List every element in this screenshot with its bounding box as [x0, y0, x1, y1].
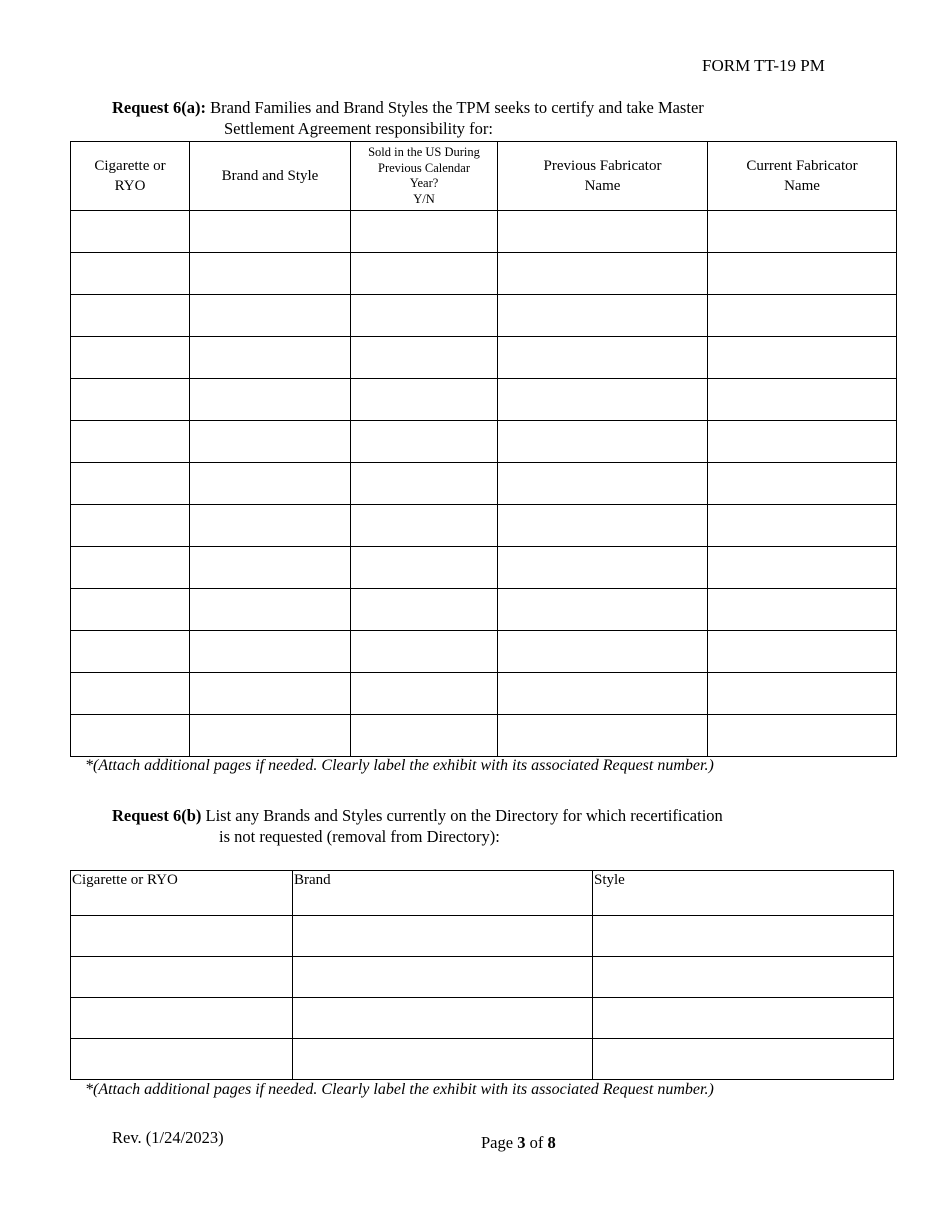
table-cell[interactable]	[351, 379, 498, 421]
table-row	[71, 253, 897, 295]
table-row	[71, 715, 897, 757]
request-6b-text-line1: List any Brands and Styles currently on the Directory for which recertification	[201, 806, 723, 825]
table-cell[interactable]	[190, 337, 351, 379]
col-label-line: Previous Calendar	[378, 160, 470, 175]
table-cell[interactable]	[190, 505, 351, 547]
request-6a-heading	[112, 97, 872, 139]
table-cell[interactable]	[498, 211, 708, 253]
table-cell[interactable]	[71, 957, 293, 998]
page-total: 8	[547, 1133, 556, 1152]
col-cigarette-or-ryo: Cigarette or RYO	[71, 871, 293, 916]
table-cell[interactable]	[71, 547, 190, 589]
col-current-fabricator	[708, 142, 897, 211]
table-cell[interactable]	[351, 589, 498, 631]
table-row	[71, 998, 894, 1039]
form-id: FORM TT-19 PM	[702, 56, 825, 75]
table-cell[interactable]	[71, 253, 190, 295]
col-label-line: Previous Fabricator	[543, 158, 662, 174]
table-cell[interactable]	[71, 998, 293, 1039]
table-row	[71, 337, 897, 379]
table-cell[interactable]	[593, 916, 894, 957]
request-6b-note: *(Attach additional pages if needed. Clearly label the exhibit with its associated Request number.)	[85, 1081, 714, 1098]
table-cell[interactable]	[498, 253, 708, 295]
table-row	[71, 673, 897, 715]
col-label-line: Current Fabricator	[746, 158, 858, 174]
table-cell[interactable]	[190, 379, 351, 421]
table-cell[interactable]	[351, 673, 498, 715]
col-previous-fabricator	[498, 142, 708, 211]
table-cell[interactable]	[498, 337, 708, 379]
table-row	[71, 1039, 894, 1080]
table-cell[interactable]	[293, 998, 593, 1039]
table-cell[interactable]	[708, 421, 897, 463]
table-cell[interactable]	[71, 589, 190, 631]
table-cell[interactable]	[708, 253, 897, 295]
table-cell[interactable]	[498, 463, 708, 505]
table-cell[interactable]	[351, 505, 498, 547]
table-cell[interactable]	[708, 505, 897, 547]
table-row	[71, 463, 897, 505]
table-cell[interactable]	[71, 715, 190, 757]
table-row	[71, 631, 897, 673]
table-cell[interactable]	[190, 253, 351, 295]
table-cell[interactable]	[498, 379, 708, 421]
col-label-line: Brand and Style	[221, 168, 319, 184]
col-brand: Brand	[293, 871, 593, 916]
table-cell[interactable]	[293, 957, 593, 998]
page-prefix: Page	[481, 1133, 518, 1152]
table-header-row	[71, 142, 897, 211]
table-row	[71, 379, 897, 421]
table-cell[interactable]	[708, 547, 897, 589]
table-cell[interactable]	[351, 715, 498, 757]
table-row	[71, 957, 894, 998]
table-cell[interactable]	[293, 1039, 593, 1080]
table-cell[interactable]	[708, 715, 897, 757]
col-label-line: Name	[584, 178, 621, 194]
table-cell[interactable]	[498, 295, 708, 337]
request-6a-table	[70, 141, 897, 757]
table-row	[71, 505, 897, 547]
revision-date: Rev. (1/24/2023)	[112, 1128, 224, 1147]
page-current: 3	[517, 1133, 526, 1152]
table-cell[interactable]	[71, 379, 190, 421]
table-cell[interactable]	[498, 505, 708, 547]
table-cell[interactable]	[351, 295, 498, 337]
table-row	[71, 916, 894, 957]
table-cell[interactable]	[708, 379, 897, 421]
request-6b-label: Request 6(b)	[112, 806, 202, 825]
page-middle: of	[525, 1133, 548, 1152]
table-cell[interactable]	[498, 631, 708, 673]
table-cell[interactable]	[71, 916, 293, 957]
table-cell[interactable]	[708, 631, 897, 673]
col-label-line: Sold in the US During	[368, 145, 480, 159]
col-label-line: RYO	[114, 178, 146, 194]
col-label-line: Cigarette or	[94, 158, 166, 174]
table-cell[interactable]	[351, 337, 498, 379]
table-row	[71, 295, 897, 337]
col-label-line: Y/N	[413, 191, 435, 206]
table-cell[interactable]	[190, 211, 351, 253]
request-6a-text-line1: Brand Families and Brand Styles the TPM seeks to certify and take Master	[205, 98, 704, 117]
table-cell[interactable]	[351, 547, 498, 589]
table-cell[interactable]	[351, 253, 498, 295]
table-cell[interactable]	[71, 463, 190, 505]
table-cell[interactable]	[190, 715, 351, 757]
table-cell[interactable]	[708, 589, 897, 631]
table-cell[interactable]	[498, 715, 708, 757]
table-cell[interactable]	[190, 547, 351, 589]
table-cell[interactable]	[71, 421, 190, 463]
table-cell[interactable]	[593, 998, 894, 1039]
table-cell[interactable]	[71, 1039, 293, 1080]
col-style: Style	[593, 871, 894, 916]
table-cell[interactable]	[351, 463, 498, 505]
table-cell[interactable]	[71, 295, 190, 337]
table-cell[interactable]	[498, 673, 708, 715]
table-cell[interactable]	[351, 421, 498, 463]
table-cell[interactable]	[190, 421, 351, 463]
request-6b-text-line2: is not requested (removal from Directory):	[219, 827, 500, 846]
table-cell[interactable]	[708, 337, 897, 379]
table-cell[interactable]	[708, 211, 897, 253]
table-cell[interactable]	[708, 295, 897, 337]
table-cell[interactable]	[190, 589, 351, 631]
table-cell[interactable]	[293, 916, 593, 957]
table-header-row	[71, 871, 894, 916]
table-cell[interactable]	[71, 337, 190, 379]
request-6a-label: Request 6(a):	[112, 98, 206, 117]
page-number	[481, 1133, 556, 1153]
request-6b-heading	[112, 805, 872, 847]
table-cell[interactable]	[708, 673, 897, 715]
col-brand-and-style	[190, 142, 351, 211]
table-cell[interactable]	[71, 673, 190, 715]
table-cell[interactable]	[71, 211, 190, 253]
table-cell[interactable]	[593, 1039, 894, 1080]
request-6a-note: *(Attach additional pages if needed. Clearly label the exhibit with its associated Request number.)	[85, 757, 714, 774]
table-row	[71, 421, 897, 463]
table-row	[71, 589, 897, 631]
table-cell[interactable]	[190, 673, 351, 715]
table-cell[interactable]	[708, 463, 897, 505]
table-cell[interactable]	[351, 211, 498, 253]
table-cell[interactable]	[190, 295, 351, 337]
request-6a-text-line2: Settlement Agreement responsibility for:	[224, 119, 493, 138]
table-cell[interactable]	[593, 957, 894, 998]
table-row	[71, 547, 897, 589]
table-cell[interactable]	[190, 463, 351, 505]
table-cell[interactable]	[351, 631, 498, 673]
request-6b-table	[70, 870, 894, 1080]
table-cell[interactable]	[71, 631, 190, 673]
table-cell[interactable]	[498, 589, 708, 631]
table-cell[interactable]	[190, 631, 351, 673]
col-label-line: Year?	[409, 176, 439, 190]
col-label-line: Name	[784, 178, 820, 194]
table-cell[interactable]	[498, 421, 708, 463]
col-cigarette-or-ryo	[71, 142, 190, 211]
table-row	[71, 211, 897, 253]
table-cell[interactable]	[498, 547, 708, 589]
table-cell[interactable]	[71, 505, 190, 547]
col-sold-in-us	[351, 142, 498, 211]
